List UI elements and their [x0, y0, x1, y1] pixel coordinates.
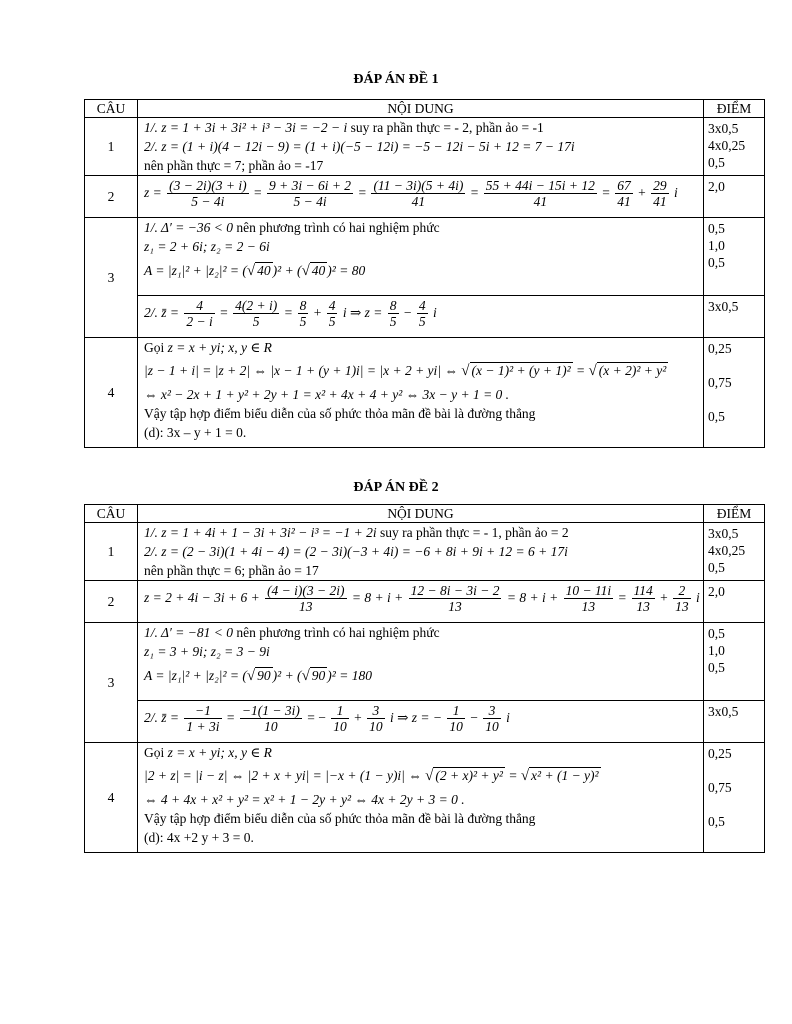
points: 0,25 0,75 0,5: [704, 743, 765, 853]
answer-text: Gọi: [144, 745, 165, 760]
math-expression: |z − 1 + i| = |z + 2| ⇔ |x − 1 + (y + 1)i| = |x + 2 + yi| ⇔ √ (x − 1)² + (y + 1)² = √ (x + 2)² + y²: [144, 363, 667, 379]
header-noi-dung: NỘI DUNG: [138, 100, 704, 118]
header-noi-dung: NỘI DUNG: [138, 505, 704, 523]
question-number: 3: [85, 623, 138, 743]
fraction: $\frac{4(2 + i)}{5}$: [235, 298, 278, 330]
question-number: 2: [85, 176, 138, 218]
answer-content: [138, 218, 704, 296]
answer-content: [138, 118, 704, 176]
math-expression: i: [673, 185, 678, 200]
math-expression: ⇔ 4 + 4x + x² + y² = x² + 1 − 2y + y² ⇔ 4x + 2y + 3 = 0 .: [144, 792, 465, 807]
answer-text: suy ra phần thực = - 2, phần ảo = -1: [347, 120, 544, 135]
points: 2,0: [704, 581, 765, 623]
answer-text: nên phần thực = 6; phần ảo = 17: [144, 563, 319, 578]
math-expression: 2/. z = (1 + i)(4 − 12i − 9) = (1 + i)(−5 − 12i) = −5 − 12i − 5i + 12 = 7 − 17i: [144, 139, 575, 154]
math-expression: 1/. Δ′ = −36 < 0: [144, 220, 233, 235]
answer-text: Gọi: [144, 340, 165, 355]
math-expression: A = |z₁|² + |z₂|² = (√ 90 )² + (√ 90 )² = 180: [144, 668, 372, 684]
fraction: $\frac{1}{10}$: [333, 703, 347, 735]
question-row-3: [85, 623, 765, 701]
fraction: $\frac{4}{5}$: [328, 298, 336, 330]
answer-content: 2/. z̄ = $\frac{-1}{1 + 3i}$ = $\frac{-1(1 - 3i)}{10}$ = − $\frac{1}{10}$ + $\frac{3}{10}$ i ⇒ z = − $\frac{1}{10}$ − $\frac{3}{10}$ i: [138, 701, 704, 743]
fraction: $\frac{3}{10}$: [369, 703, 383, 735]
fraction: $\frac{2}{13}$: [675, 583, 689, 615]
fraction: $\frac{8}{5}$: [299, 298, 307, 330]
fraction: $\frac{29}{41}$: [653, 178, 667, 210]
answer-text: nên phương trình có hai nghiệm phức: [232, 625, 440, 640]
question-row-4: [85, 338, 765, 448]
answer-content: [138, 623, 704, 701]
fraction: $\frac{67}{41}$: [617, 178, 631, 210]
answer-table-de-1: [84, 99, 765, 448]
points: 0,25 0,75 0,5: [704, 338, 765, 448]
header-diem: ĐIỂM: [704, 505, 765, 523]
question-row-2: [85, 581, 765, 623]
fraction: $\frac{4}{2 - i}$: [186, 298, 213, 330]
header-cau: CÂU: [85, 100, 138, 118]
fraction: $\frac{8}{5}$: [389, 298, 397, 330]
math-expression: z₁ = 2 + 6i; z₂ = 2 − 6i: [144, 239, 270, 254]
answer-table-de-2: [84, 504, 765, 853]
points: 2,0: [704, 176, 765, 218]
fraction: $\frac{-1(1 - 3i)}{10}$: [241, 703, 300, 735]
fraction: $\frac{9 + 3i - 6i + 2}{5 - 4i}$: [268, 178, 352, 210]
fraction: $\frac{3}{10}$: [485, 703, 499, 735]
math-expression: i: [506, 710, 510, 725]
points: 3x0,5 4x0,25 0,5: [704, 118, 765, 176]
points: 0,5 1,0 0,5: [704, 218, 765, 296]
question-number: 1: [85, 118, 138, 176]
math-expression: 2/. z̄ =: [144, 710, 179, 725]
math-expression: i ⇒ z =: [342, 305, 383, 320]
math-expression: i: [433, 305, 437, 320]
math-expression: z = x + yi; x, y ∈ R: [167, 745, 272, 760]
question-row-3: [85, 218, 765, 296]
fraction: $\frac{4}{5}$: [418, 298, 426, 330]
math-expression: z = 2 + 4i − 3i + 6 +: [144, 590, 260, 605]
math-expression: 1/. Δ′ = −81 < 0: [144, 625, 233, 640]
math-expression: 2/. z = (2 − 3i)(1 + 4i − 4) = (2 − 3i)(−3 + 4i) = −6 + 8i + 9i + 12 = 6 + 17i: [144, 544, 568, 559]
math-expression: z =: [144, 185, 162, 200]
question-row-3-part-2: [85, 296, 765, 338]
title-de-2: ĐÁP ÁN ĐỀ 2: [353, 480, 439, 495]
math-expression: i ⇒ z = −: [389, 710, 442, 725]
answer-content: z = $\frac{(3 - 2i)(3 + i)}{5 - 4i}$ = $\frac{9 + 3i - 6i + 2}{5 - 4i}$ = $\frac{(11 - 3i)(5 + 4i)}{41}$ = $\frac{55 + 44i - 15i + 12}{41}$ = $\frac{67}{41}$ + $\frac{29}{41}$ i: [138, 176, 704, 218]
math-expression: |2 + z| = |i − z| ⇔ |2 + x + yi| = |−x + (1 − y)i| ⇔ √ (2 + x)² + y² = √ x² + (1 − y)²: [144, 768, 599, 784]
question-number: 4: [85, 743, 138, 853]
answer-content: [138, 338, 704, 448]
fraction: $\frac{55 + 44i - 15i + 12}{41}$: [485, 178, 595, 210]
question-row-4: [85, 743, 765, 853]
math-expression: 2/. z̄ =: [144, 305, 179, 320]
answer-text: nên phương trình có hai nghiệm phức: [232, 220, 440, 235]
answer-text: Vậy tập hợp điểm biểu diễn của số phức thỏa mãn đề bài là đường thẳng: [144, 811, 536, 826]
fraction: $\frac{-1}{1 + 3i}$: [186, 703, 220, 735]
question-number: 2: [85, 581, 138, 623]
table-header-row: [85, 100, 765, 118]
points: 3x0,5: [704, 701, 765, 743]
fraction: $\frac{114}{13}$: [633, 583, 653, 615]
question-number: 3: [85, 218, 138, 338]
answer-content: [138, 523, 704, 581]
answer-text: nên phần thực = 7; phần ảo = -17: [144, 158, 324, 173]
math-expression: = 8 + i +: [506, 590, 559, 605]
question-row-1: [85, 523, 765, 581]
title-de-1: ĐÁP ÁN ĐỀ 1: [353, 72, 439, 87]
question-row-2: [85, 176, 765, 218]
math-expression: = 8 + i +: [351, 590, 404, 605]
question-row-3-part-2: [85, 701, 765, 743]
math-expression: ⇔ x² − 2x + 1 + y² + 2y + 1 = x² + 4x + 4 + y² ⇔ 3x − y + 1 = 0 .: [144, 387, 510, 402]
fraction: $\frac{1}{10}$: [449, 703, 463, 735]
fraction: $\frac{(11 - 3i)(5 + 4i)}{41}$: [373, 178, 464, 210]
answer-text: (d): 3x – y + 1 = 0.: [144, 425, 247, 440]
points: 3x0,5 4x0,25 0,5: [704, 523, 765, 581]
fraction: $\frac{(3 - 2i)(3 + i)}{5 - 4i}$: [169, 178, 247, 210]
answer-text: (d): 4x +2 y + 3 = 0.: [144, 830, 254, 845]
math-expression: z₁ = 3 + 9i; z₂ = 3 − 9i: [144, 644, 270, 659]
answer-text: Vậy tập hợp điểm biểu diễn của số phức thỏa mãn đề bài là đường thẳng: [144, 406, 536, 421]
fraction: $\frac{10 - 11i}{13}$: [565, 583, 612, 615]
answer-content: [138, 743, 704, 853]
answer-content: z = 2 + 4i − 3i + 6 + $\frac{(4 - i)(3 - 2i)}{13}$ = 8 + i + $\frac{12 - 8i - 3i - 2}{13}$ = 8 + i + $\frac{10 - 11i}{13}$ = $\frac{114}{13}$ + $\frac{2}{13}$ i: [138, 581, 704, 623]
math-expression: i: [696, 590, 700, 605]
header-diem: ĐIỂM: [704, 100, 765, 118]
table-header-row: [85, 505, 765, 523]
fraction: $\frac{12 - 8i - 3i - 2}{13}$: [410, 583, 500, 615]
header-cau: CÂU: [85, 505, 138, 523]
points: 0,5 1,0 0,5: [704, 623, 765, 701]
math-expression: z = x + yi; x, y ∈ R: [167, 340, 272, 355]
answer-text: suy ra phần thực = - 1, phần ảo = 2: [376, 525, 569, 540]
answer-content: 2/. z̄ = $\frac{4}{2 - i}$ = $\frac{4(2 + i)}{5}$ = $\frac{8}{5}$ + $\frac{4}{5}$ i ⇒ z = $\frac{8}{5}$ − $\frac{4}{5}$ i: [138, 296, 704, 338]
math-expression: 1/. z = 1 + 3i + 3i² + i³ − 3i = −2 − i: [144, 120, 348, 135]
points: 3x0,5: [704, 296, 765, 338]
math-expression: A = |z₁|² + |z₂|² = (√ 40 )² + (√ 40 )² = 80: [144, 263, 366, 279]
question-number: 4: [85, 338, 138, 448]
question-row-1: [85, 118, 765, 176]
math-expression: 1/. z = 1 + 4i + 1 − 3i + 3i² − i³ = −1 + 2i: [144, 525, 377, 540]
question-number: 1: [85, 523, 138, 581]
fraction: $\frac{(4 - i)(3 - 2i)}{13}$: [267, 583, 345, 615]
